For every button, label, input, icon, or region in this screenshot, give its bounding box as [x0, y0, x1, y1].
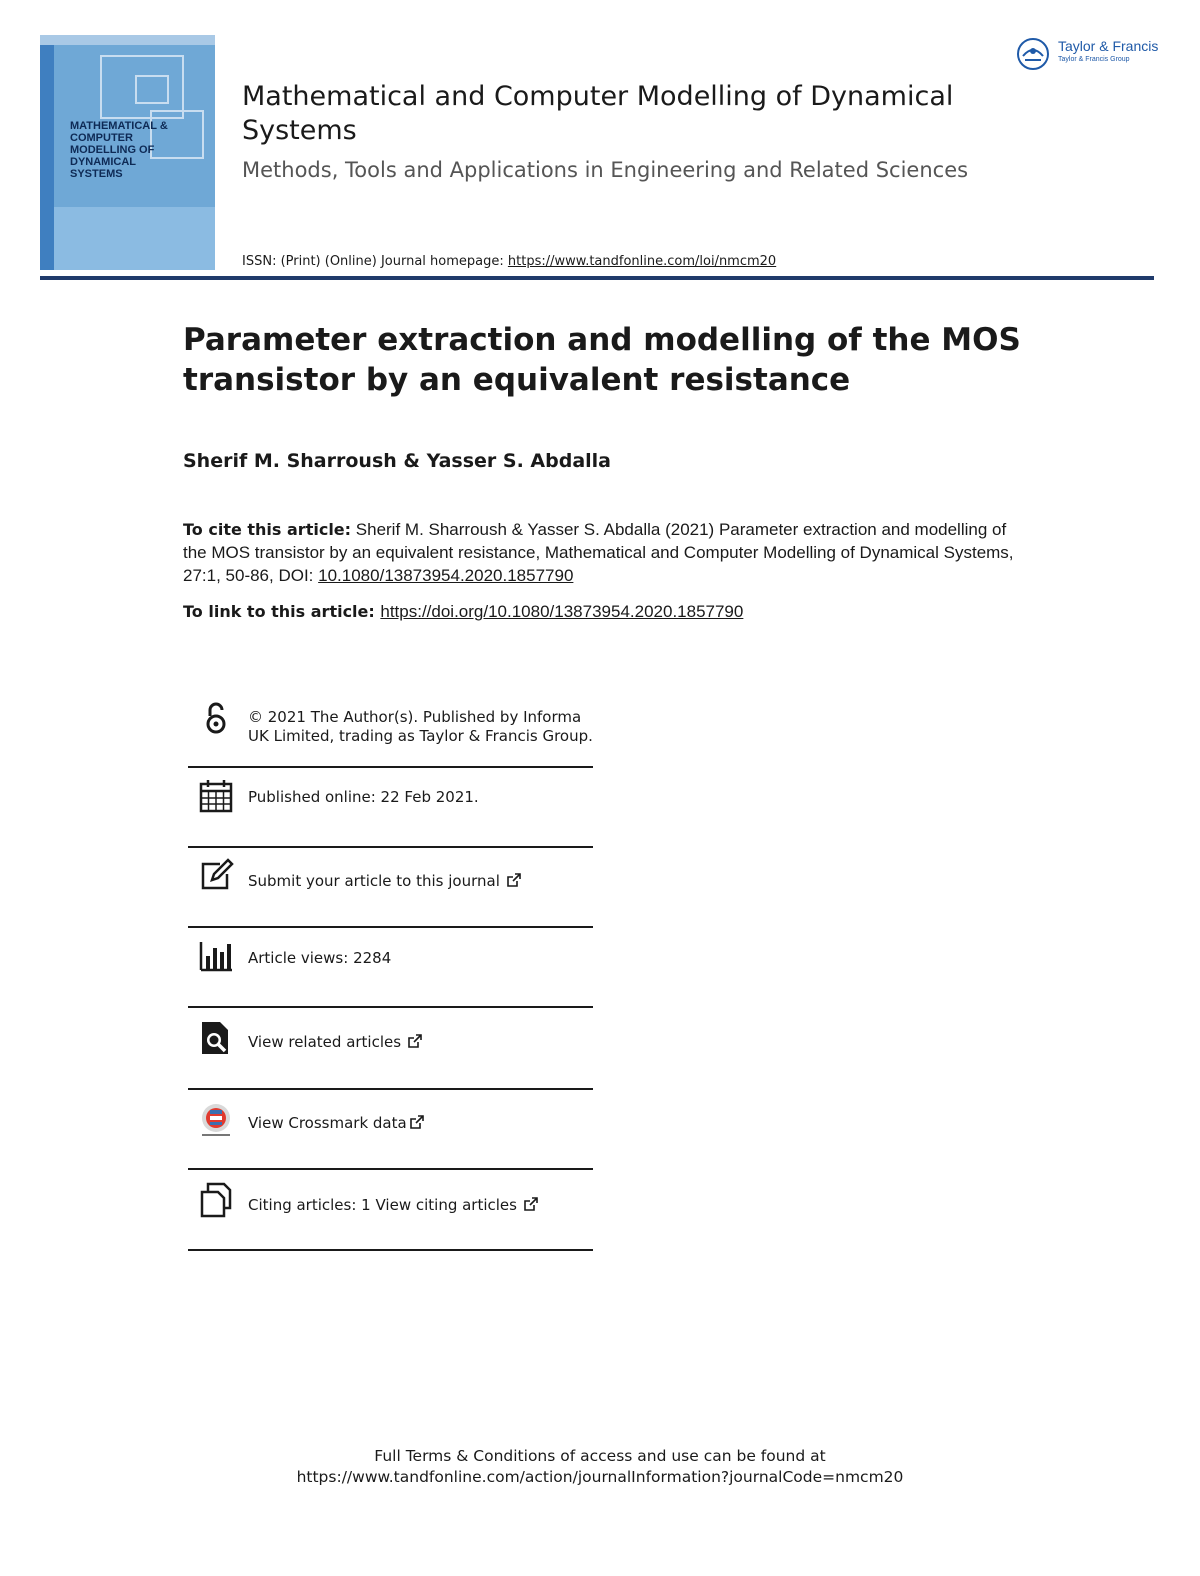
cite-label: To cite this article: — [183, 520, 352, 539]
external-link-icon — [523, 1196, 539, 1212]
license-text: © 2021 The Author(s). Published by Informa UK Limited, trading as Taylor & Francis Group. — [248, 708, 593, 745]
article-authors: Sherif M. Sharroush & Yasser S. Abdalla — [183, 450, 612, 472]
submit-row[interactable] — [188, 858, 593, 920]
external-link-icon — [409, 1114, 425, 1130]
footer-terms-text: Full Terms & Conditions of access and use can be found at — [374, 1447, 826, 1465]
publisher-name: Taylor & Francis — [1058, 38, 1159, 54]
published-row — [188, 778, 593, 840]
publisher-logo-icon — [1015, 36, 1051, 72]
license-row — [188, 700, 593, 762]
taylor-francis-logo — [1015, 36, 1165, 72]
citing-articles-icon — [198, 1182, 234, 1218]
citing-row[interactable] — [188, 1180, 593, 1244]
journal-homepage-link[interactable]: https://www.tandfonline.com/loi/nmcm20 — [507, 254, 777, 269]
doi-link[interactable]: 10.1080/13873954.2020.1857790 — [318, 566, 574, 585]
issn-text: ISSN: (Print) (Online) Journal homepage: — [242, 254, 508, 269]
cover-title — [70, 120, 210, 180]
views-text: Article views: 2284 — [248, 949, 392, 967]
journal-title: Mathematical and Computer Modelling of Dynamical Systems — [242, 81, 954, 146]
footer — [0, 1446, 1200, 1488]
open-access-icon — [198, 700, 234, 736]
info-divider — [188, 926, 593, 928]
crossmark-row[interactable] — [188, 1100, 593, 1162]
related-row[interactable] — [188, 1018, 593, 1082]
cover-title-line: COMPUTER — [70, 132, 133, 144]
submit-link[interactable] — [248, 872, 593, 891]
cover-top-band — [40, 35, 215, 45]
cover-title-line: MODELLING OF — [70, 144, 155, 156]
citation-block — [183, 518, 1023, 587]
info-divider — [188, 1168, 593, 1170]
published-text: Published online: 22 Feb 2021. — [248, 788, 479, 806]
info-divider — [188, 1006, 593, 1008]
cover-title-line: SYSTEMS — [70, 168, 123, 180]
footer-terms-link[interactable]: https://www.tandfonline.com/action/journalInformation?journalCode=nmcm20 — [296, 1468, 904, 1486]
views-row — [188, 938, 593, 1000]
info-divider — [188, 1088, 593, 1090]
cite-text: Sherif M. Sharroush & Yasser S. Abdalla (2021) Parameter extraction and modelling of the MOS transistor by an equivalent resistance, Mathematical and Computer Modelling of Dynamical Systems, 27:1, 50-86, DOI: — [183, 520, 1014, 585]
journal-cover-image — [40, 35, 215, 270]
cover-title-line: MATHEMATICAL & — [70, 120, 168, 132]
crossmark-link[interactable] — [248, 1114, 593, 1133]
cover-graphic — [135, 75, 169, 104]
info-divider — [188, 766, 593, 768]
info-divider — [188, 1249, 593, 1251]
journal-subtitle: Methods, Tools and Applications in Engineering and Related Sciences — [242, 158, 969, 182]
submit-label[interactable]: Submit your article to this journal — [248, 872, 500, 890]
header-divider — [40, 276, 1154, 280]
info-divider — [188, 846, 593, 848]
cover-spine — [40, 45, 54, 270]
edit-icon — [198, 858, 234, 894]
external-link-icon — [506, 872, 522, 888]
related-link[interactable] — [248, 1033, 593, 1052]
issn-line — [242, 254, 776, 269]
link-label: To link to this article: — [183, 602, 381, 621]
doi-url-link[interactable]: https://doi.org/10.1080/13873954.2020.1857790 — [380, 602, 744, 621]
related-articles-icon — [198, 1020, 234, 1056]
bar-chart-icon — [198, 938, 234, 974]
article-title: Parameter extraction and modelling of the MOS transistor by an equivalent resistance — [183, 322, 1021, 398]
publisher-tagline: Taylor & Francis Group — [1058, 56, 1130, 63]
article-link-block — [183, 602, 743, 622]
citing-link[interactable] — [248, 1196, 593, 1215]
crossmark-icon — [198, 1102, 234, 1138]
cover-lower-panel — [54, 207, 215, 270]
cover-title-line: DYNAMICAL — [70, 156, 136, 168]
crossmark-label[interactable]: View Crossmark data — [248, 1114, 407, 1132]
related-label[interactable]: View related articles — [248, 1033, 402, 1051]
external-link-icon — [407, 1033, 423, 1049]
citing-label[interactable]: Citing articles: 1 View citing articles — [248, 1196, 517, 1214]
calendar-icon — [198, 778, 234, 814]
